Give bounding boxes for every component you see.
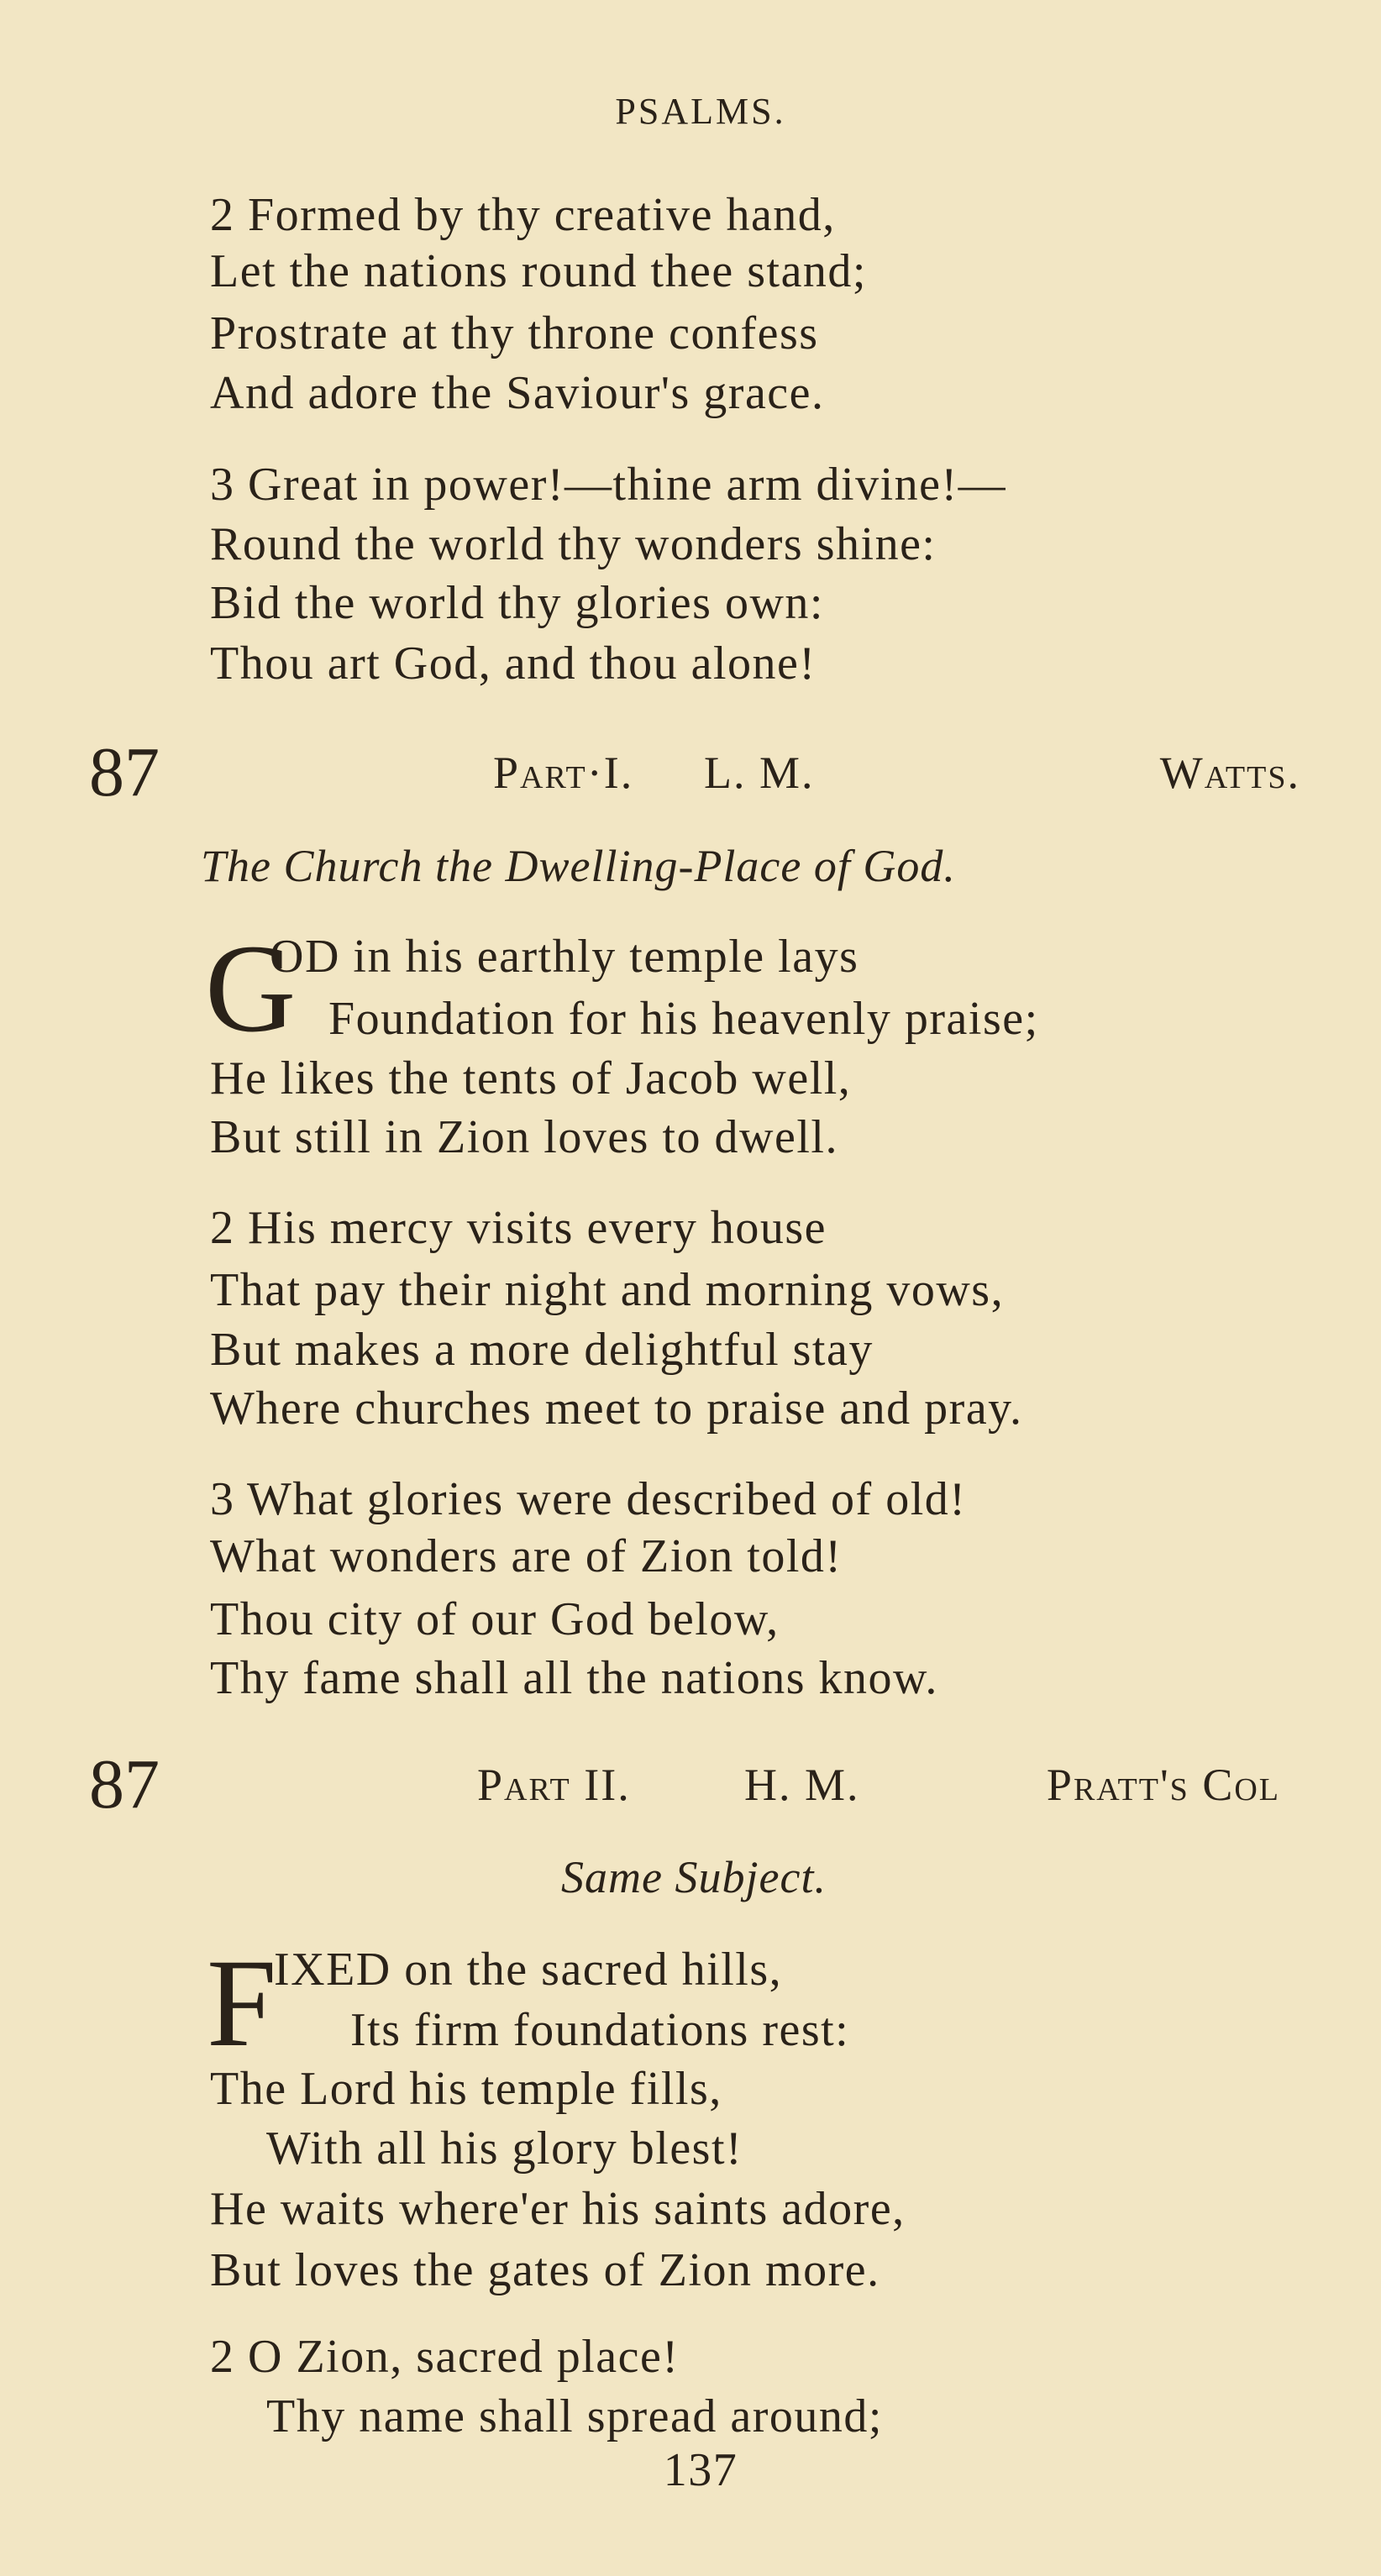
hymn-title: The Church the Dwelling-Place of God. [201, 841, 956, 891]
verse-line: Thy fame shall all the nations know. [210, 1652, 938, 1704]
verse-line: IXED on the sacred hills, [274, 1944, 783, 1996]
verse-line: He waits where'er his saints adore, [210, 2183, 906, 2235]
verse-line: Thou art God, and thou alone! [210, 637, 817, 690]
verse-line: Bid the world thy glories own: [210, 577, 824, 629]
running-head: PSALMS. [615, 91, 786, 132]
verse-line: Where churches meet to praise and pray. [210, 1382, 1023, 1435]
hymn-number: 87 [89, 1745, 160, 1823]
hymn-meter: L. M. [704, 748, 815, 798]
hymn-author: Watts. [1159, 748, 1300, 798]
verse-line: 3 Great in power!—thine arm divine!— [210, 459, 1007, 511]
hymn-part: Part·I. [493, 748, 634, 798]
verse-line: 2 Formed by thy creative hand, [210, 189, 836, 241]
verse-line: Prostrate at thy throne confess [210, 307, 819, 359]
verse-line: Round the world thy wonders shine: [210, 518, 937, 570]
verse-line: 3 What glories were described of old! [210, 1473, 967, 1525]
verse-line: 2 O Zion, sacred place! [210, 2331, 680, 2383]
hymn-number: 87 [89, 733, 160, 811]
verse-line: OD in his earthly temple lays [270, 931, 859, 983]
verse-line: Let the nations round thee stand; [210, 245, 867, 297]
verse-line: What wonders are of Zion told! [210, 1530, 843, 1582]
verse-line: With all his glory blest! [266, 2122, 743, 2175]
verse-line: He likes the tents of Jacob well, [210, 1052, 852, 1104]
page-number: 137 [663, 2444, 738, 2496]
drop-cap: F [207, 1933, 277, 2073]
verse-line: But loves the gates of Zion more. [210, 2244, 880, 2296]
verse-line: That pay their night and morning vows, [210, 1264, 1005, 1316]
drop-cap: G [205, 919, 297, 1058]
hymn-title: Same Subject. [561, 1852, 827, 1902]
verse-line: Its firm foundations rest: [350, 2004, 850, 2056]
verse-line: Thou city of our God below, [210, 1593, 780, 1645]
verse-line: And adore the Saviour's grace. [210, 367, 825, 419]
verse-line: Thy name shall spread around; [266, 2390, 883, 2442]
verse-line: 2 His mercy visits every house [210, 1202, 827, 1254]
verse-line: But still in Zion loves to dwell. [210, 1111, 838, 1163]
hymn-part: Part II. [477, 1760, 631, 1810]
verse-line: Foundation for his heavenly praise; [328, 993, 1039, 1045]
hymn-meter: H. M. [744, 1760, 860, 1810]
verse-line: But makes a more delightful stay [210, 1324, 874, 1376]
verse-line: The Lord his temple fills, [210, 2063, 722, 2115]
hymn-author: Pratt's Col [1046, 1760, 1280, 1810]
